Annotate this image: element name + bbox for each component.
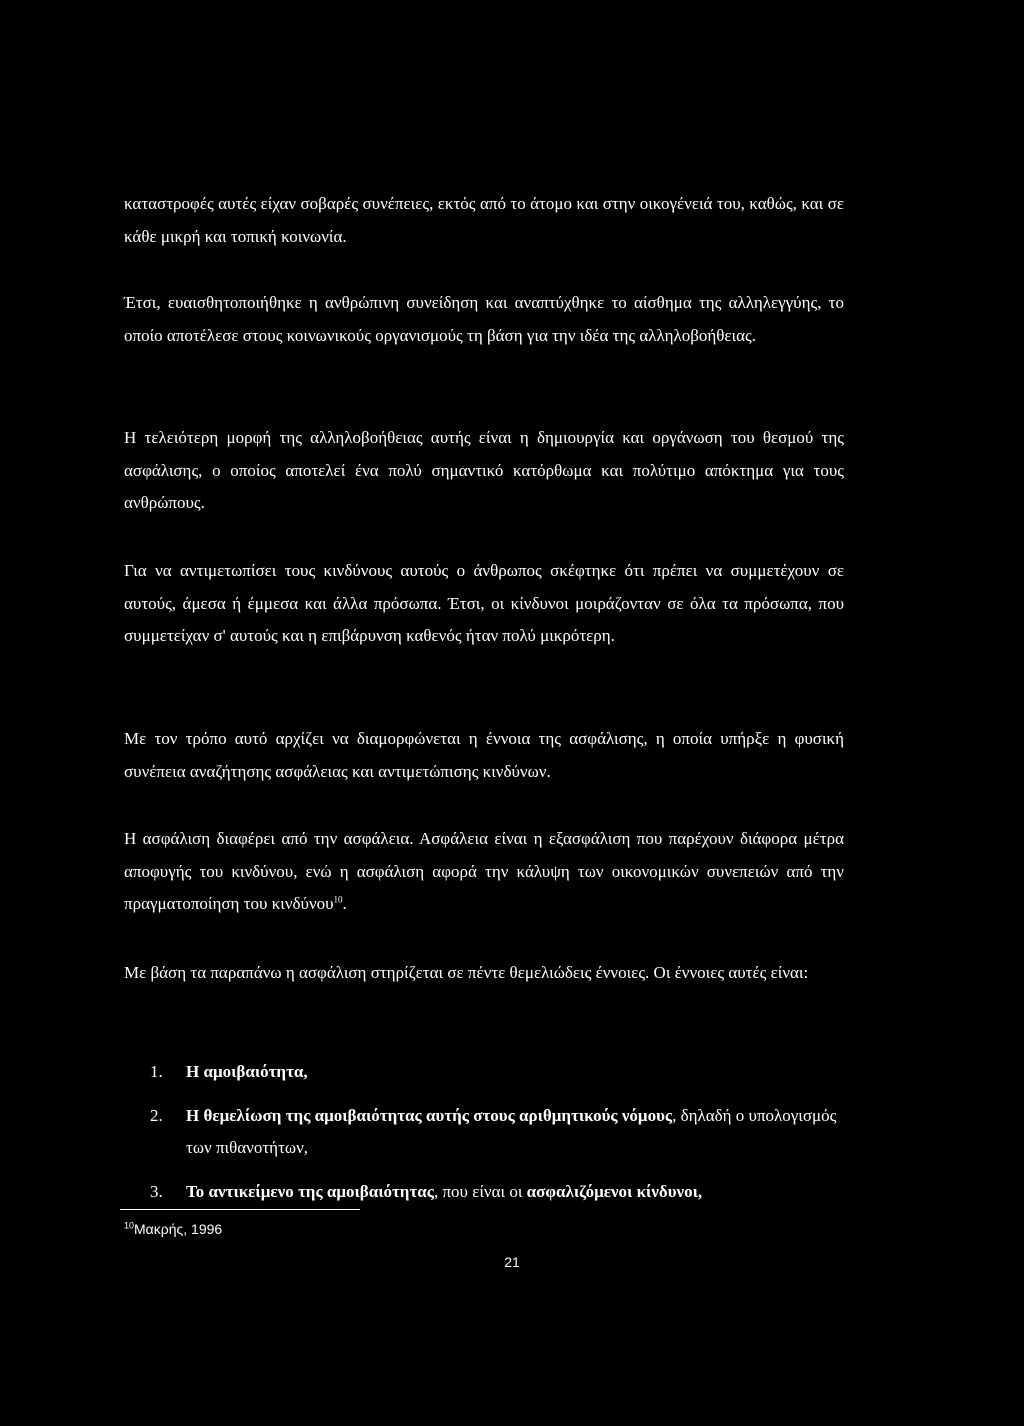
paragraph-6 [124, 823, 844, 921]
footnote-text: Μακρής, 1996 [134, 1221, 223, 1237]
list-item-rest: , που είναι οι [433, 1181, 527, 1201]
list-item-number: 3. [150, 1181, 163, 1201]
paragraph-6-text: Η ασφάλιση διαφέρει από την ασφάλεια. Ασφάλεια είναι η εξασφάλιση που παρέχουν διάφορα μέτρα αποφυγής του κινδύνου, ενώ η ασφάλιση αφορά την κάλυψη των οικονομικών συνεπειών από την πραγματοποίηση του κινδύνου [124, 829, 844, 913]
page-number: 21 [504, 1254, 520, 1270]
paragraph-1: καταστροφές αυτές είχαν σοβαρές συνέπειες, εκτός από το άτομο και στην οικογένειά του, καθώς, και σε κάθε μικρή και τοπική κοινωνία. [124, 194, 844, 246]
paragraph-4: Για να αντιμετωπίσει τους κινδύνους αυτούς ο άνθρωπος σκέφτηκε ότι πρέπει να συμμετέχουν σε αυτούς, άμεσα ή έμμεσα και άλλα πρόσωπα. Έτσι, οι κίνδυνοι μοιράζονταν σε όλα τα πρόσωπα, που συμμετείχαν σ' αυτούς και η επιβάρυνση καθενός ήταν πολύ μικρότερη. [124, 561, 844, 645]
list-item [150, 1056, 850, 1089]
list-item-bold: Το αντικείμενο της αμοιβαιότητας [186, 1181, 434, 1201]
paragraph-6-end: . [342, 894, 347, 913]
footnote-divider [120, 1209, 360, 1210]
footnote-reference: 10 [333, 894, 343, 905]
list-item-bold-2: ασφαλιζόμενοι κίνδυνοι, [526, 1181, 703, 1201]
list-item-bold: Η αμοιβαιότητα, [186, 1062, 308, 1081]
list-item-rest: , δηλαδή ο υπολογισμός των πιθανοτήτων, [186, 1105, 837, 1157]
paragraph-2: Έτσι, ευαισθητοποιήθηκε η ανθρώπινη συνείδηση και αναπτύχθηκε το αίσθημα της αλληλεγγύης, το οποίο αποτέλεσε στους κοινωνικούς οργανισμούς τη βάση για την ιδέα της αλληλοβοήθειας. [124, 293, 844, 345]
list-item-number: 2. [150, 1105, 163, 1125]
footnote [124, 1219, 222, 1239]
footnote-number: 10 [124, 1220, 135, 1231]
list-item [150, 1176, 850, 1209]
list-item-number: 1. [150, 1062, 163, 1081]
paragraph-3: Η τελειότερη μορφή της αλληλοβοήθειας αυτής είναι η δημιουργία και οργάνωση του θεσμού της ασφάλισης, ο οποίος αποτελεί ένα πολύ σημαντικό κατόρθωμα και πολύτιμο απόκτημα για τους ανθρώπους. [124, 428, 844, 512]
principles-list [150, 1056, 850, 1219]
paragraph-5: Με τον τρόπο αυτό αρχίζει να διαμορφώνεται η έννοια της ασφάλισης, η οποία υπήρξε η φυσική συνέπεια αναζήτησης ασφάλειας και αντιμετώπισης κινδύνων. [124, 729, 844, 781]
list-item-bold: Η θεμελίωση της αμοιβαιότητας αυτής στους αριθμητικούς νόμους [186, 1105, 673, 1125]
list-item [150, 1100, 850, 1165]
paragraph-7: Με βάση τα παραπάνω η ασφάλιση στηρίζεται σε πέντε θεμελιώδεις έννοιες. Οι έννοιες αυτές είναι: [124, 963, 809, 982]
